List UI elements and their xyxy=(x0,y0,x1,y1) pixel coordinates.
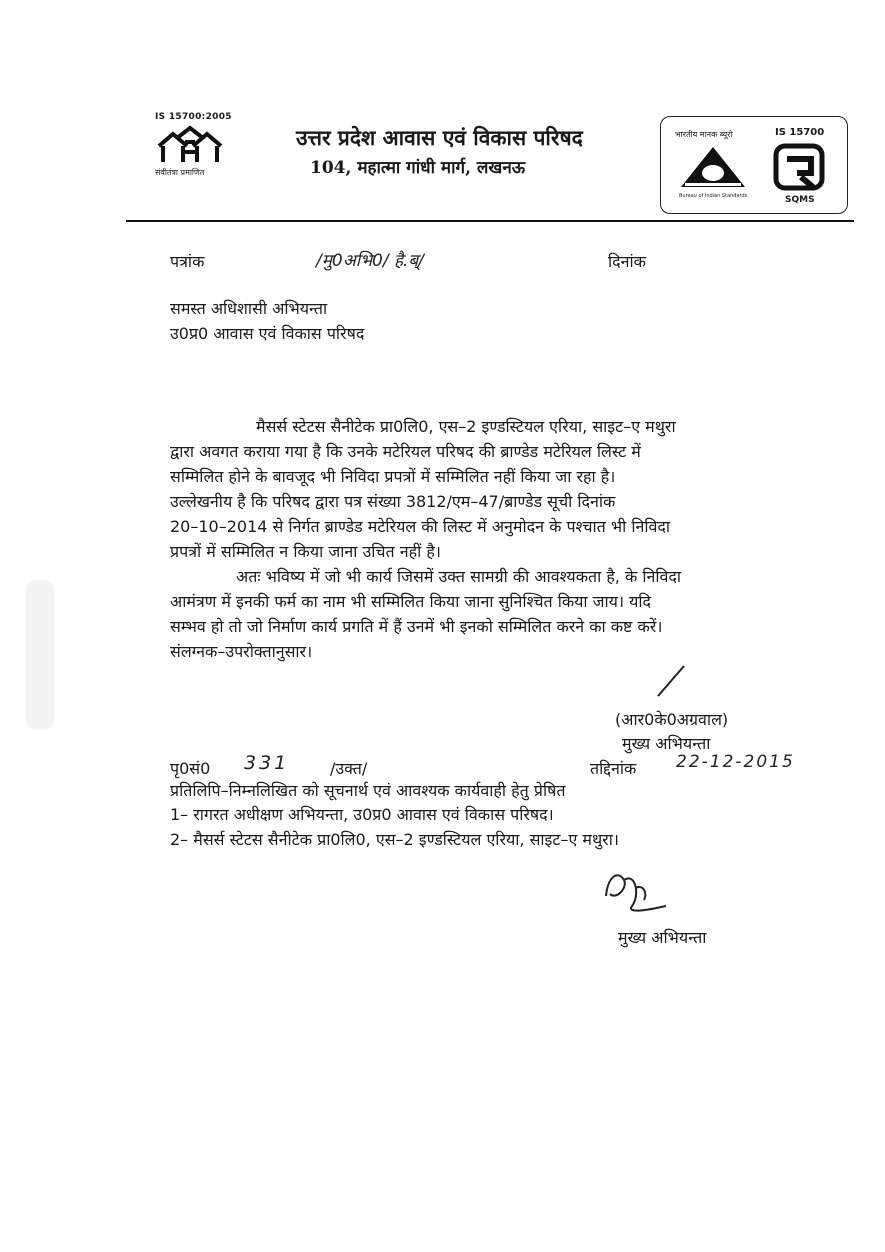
copy-intro: प्रतिलिपि–निम्नलिखित को सूचनार्थ एवं आवश्यक कार्यवाही हेतु प्रेषित xyxy=(170,781,566,800)
para2-line: आमंत्रण में इनकी फर्म का नाम भी सम्मिलित किया जाना सुनिश्चित किया जाय। यदि xyxy=(170,592,652,611)
bis-small-caption: Bureau of Indian Standards xyxy=(679,193,748,199)
para1-line: द्वारा अवगत कराया गया है कि उनके मटेरियल परिषद की ब्राण्डेड मटेरियल लिस्ट में xyxy=(170,442,641,461)
body-paragraph-1 xyxy=(170,414,806,564)
ref-value-handwritten: /मु0अभि0/ है.ब्/ xyxy=(316,251,424,271)
enclosure-note: संलग्नक–उपरोक्तानुसार। xyxy=(170,642,313,661)
para1-line: 20–10–2014 से निर्गत ब्राण्डेड मटेरियल की लिस्ट में अनुमोदन के पश्चात भी निविदा xyxy=(170,517,671,536)
copy-item: 2– मैसर्स स्टेटस सैनीटेक प्रा0लि0, एस–2 इण्डस्टियल एरिया, साइट–ए मथुरा। xyxy=(170,830,619,849)
copy-date-label: तद्दिनांक xyxy=(590,759,637,778)
para1-line: प्रपत्रों में सम्मिलित न किया जाना उचित नहीं है। xyxy=(170,542,441,561)
sqms-label: SQMS xyxy=(785,195,815,205)
para2-line: सम्भव हो तो जो निर्माण कार्य प्रगति में हैं उनमें भी इनको सम्मिलित करने का कष्ट करें। xyxy=(170,617,663,636)
para1-line: उल्लेखनीय है कि परिषद द्वारा पत्र संख्या 3812/एम–47/ब्राण्डेड सूची दिनांक xyxy=(170,492,616,511)
copy-item: 1– रागरत अधीक्षण अभियन्ता, उ0प्र0 आवास एवं विकास परिषद। xyxy=(170,805,554,824)
addressee-line-1: समस्त अधिशासी अभियन्ता xyxy=(170,299,328,318)
signatory-title: मुख्य अभियन्ता xyxy=(622,734,711,753)
para1-line: सम्मिलित होने के बावजूद भी निविदा प्रपत्रों में सम्मिलित नहीं किया जा रहा है। xyxy=(170,467,616,486)
para2-line: अतः भविष्य में जो भी कार्य जिसमें उक्त सामग्री की आवश्यकता है, के निविदा xyxy=(236,567,682,586)
copy-ref-number: 331 xyxy=(244,752,290,774)
bis-emblem-icon xyxy=(677,143,749,191)
ref-label: पत्रांक xyxy=(170,252,205,271)
addressee-line-2: उ0प्र0 आवास एवं विकास परिषद xyxy=(170,324,365,343)
copy-signatory-title: मुख्य अभियन्ता xyxy=(618,928,707,947)
org-address: 104, महात्मा गांधी मार्ग, लखनऊ xyxy=(310,158,526,178)
signatory-name: (आर0के0अग्रवाल) xyxy=(615,710,729,729)
left-logo xyxy=(155,112,245,192)
org-name: उत्तर प्रदेश आवास एवं विकास परिषद xyxy=(296,125,583,150)
bis-caption: भारतीय मानक ब्यूरो xyxy=(675,130,733,139)
handwritten-signature xyxy=(596,866,676,926)
copy-ref-suffix: /उक्त/ xyxy=(330,759,368,778)
house-roof-logo-icon xyxy=(155,124,225,166)
scan-smudge xyxy=(26,580,54,730)
date-label: दिनांक xyxy=(608,252,646,271)
left-logo-bottom-text: संवीतंत्रा प्रमाणित xyxy=(155,168,205,177)
signature-stroke-1 xyxy=(652,662,692,702)
sqms-mark-icon xyxy=(773,143,825,191)
body-paragraph-2 xyxy=(170,564,806,664)
copy-date-value: 22-12-2015 xyxy=(676,752,795,772)
left-logo-top-text: IS 15700:2005 xyxy=(155,112,232,122)
right-logo-box xyxy=(660,116,848,214)
para1-line: मैसर्स स्टेटस सैनीटेक प्रा0लि0, एस–2 इण्डस्टियल एरिया, साइट–ए मथुरा xyxy=(256,417,676,436)
header-rule xyxy=(126,220,854,222)
copy-ref-label: पृ0सं0 xyxy=(170,759,211,778)
is-code: IS 15700 xyxy=(775,127,825,138)
